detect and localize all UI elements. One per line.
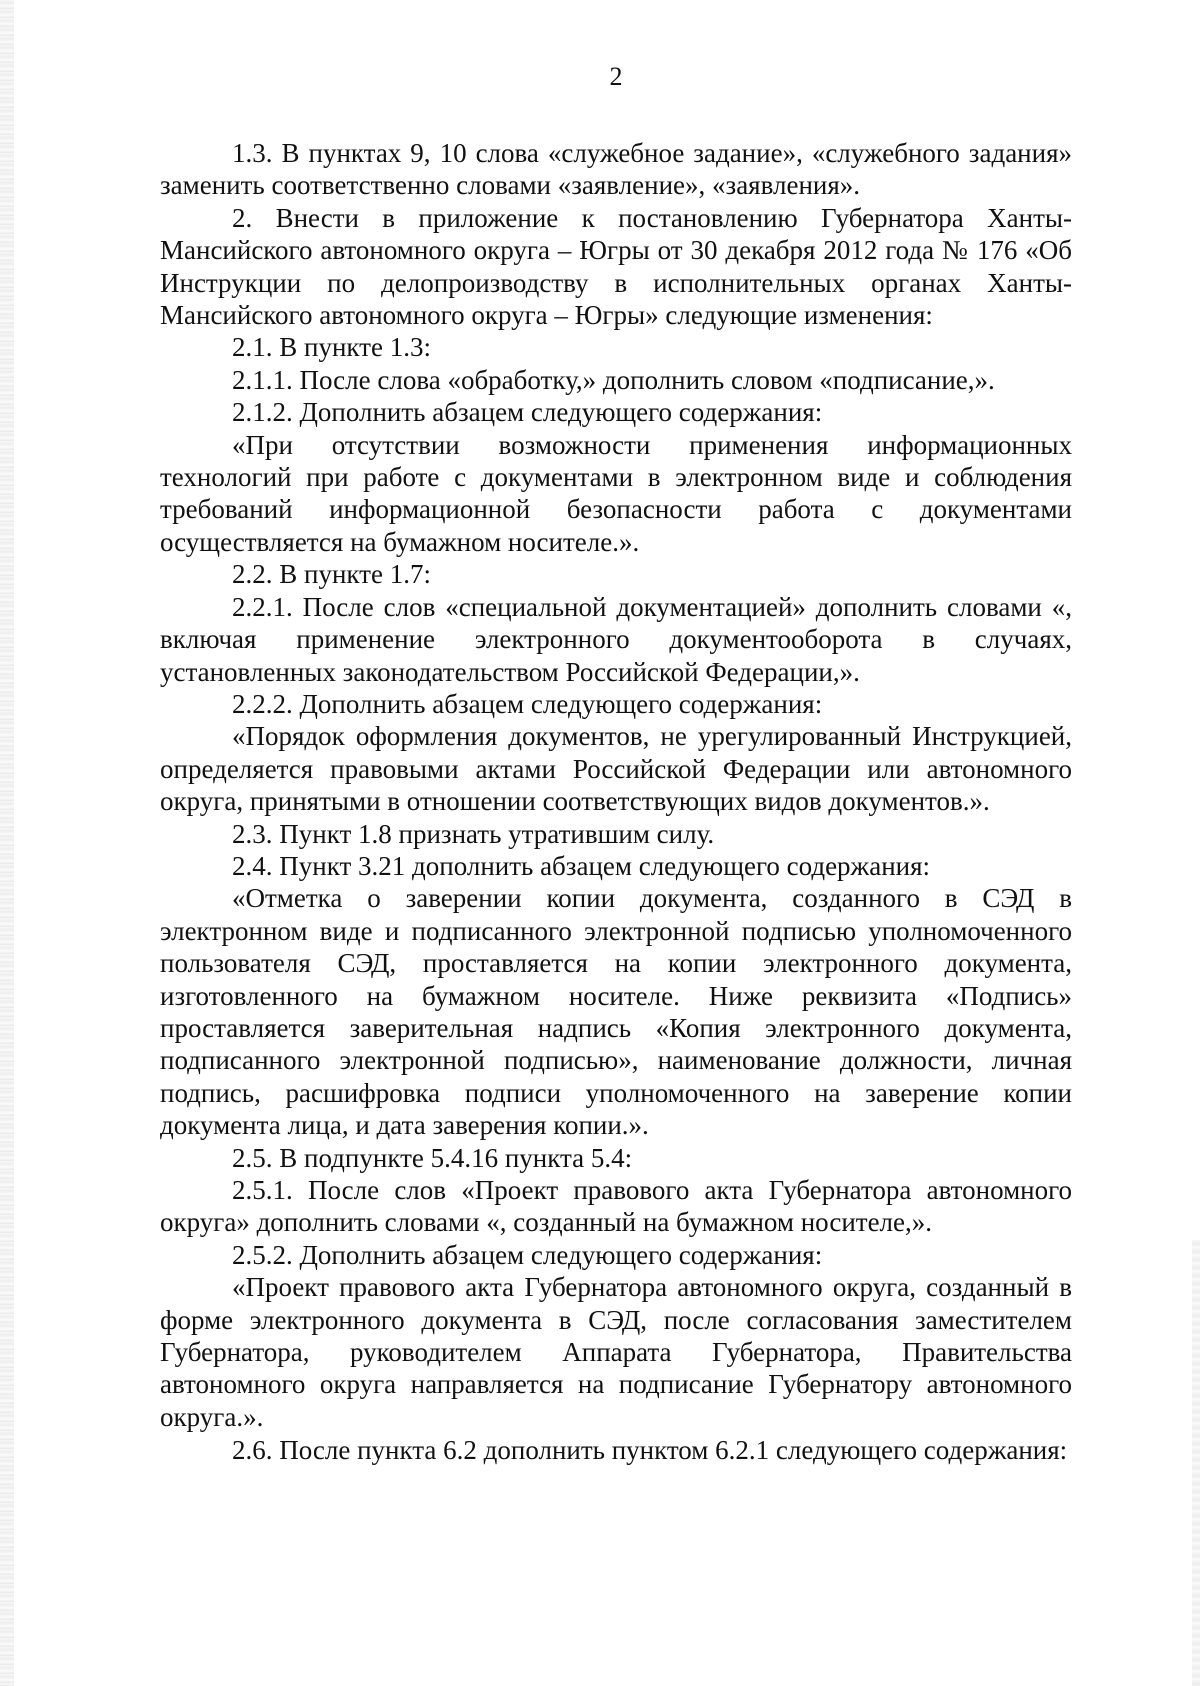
document-body (160, 137, 1072, 1467)
quote-paragraph-2-1-2: «При отсутствии возможности применения информационных технологий при работе с документами в электронном виде и соблюдения требований информационной безопасности работа с документами осуществляется на бумажном носителе.». (160, 429, 1072, 557)
paragraph-2-5-1: 2.5.1. После слов «Проект правового акта Губернатора автономного округа» дополнить словами «, созданный на бумажном носителе,». (160, 1175, 1072, 1238)
paragraph-2-5: 2.5. В подпункте 5.4.16 пункта 5.4: (232, 1142, 633, 1173)
paragraph-2-3: 2.3. Пункт 1.8 признать утратившим силу. (232, 818, 715, 849)
paragraph-2-2-2: 2.2.2. Дополнить абзацем следующего содержания: (232, 688, 823, 719)
scan-edge-right (1192, 1240, 1200, 1686)
paragraph-2-2: 2.2. В пункте 1.7: (232, 559, 431, 590)
paragraph-2-1-2: 2.1.2. Дополнить абзацем следующего содержания: (232, 397, 823, 428)
quote-paragraph-2-5-2: «Проект правового акта Губернатора автономного округа, созданный в форме электронного документа в СЭД, после согласования заместителем Губернатора, руководителем Аппарата Губернатора, Правительства автономного округа направляется на подписание Губернатору автономного округа.». (160, 1272, 1072, 1432)
paragraph-2-4: 2.4. Пункт 3.21 дополнить абзацем следующего содержания: (232, 850, 931, 881)
paragraph-2: 2. Внести в приложение к постановлению Губернатора Ханты-Мансийского автономного округа – Югры от 30 декабря 2012 года № 176 «Об Инструкции по делопроизводству в исполнительных органах Ханты-Мансийского автономного округа – Югры» следующие изменения: (160, 202, 1072, 331)
paragraph-2-1: 2.1. В пункте 1.3: (232, 332, 431, 363)
page-number: 2 (609, 62, 623, 91)
scan-edge-left (0, 0, 14, 1686)
quote-paragraph-2-2-2: «Порядок оформления документов, не урегулированный Инструкцией, определяется правовыми актами Российской Федерации или автономного округа, принятыми в отношении соответствующих видов документов.». (160, 721, 1072, 817)
paragraph-1-3: 1.3. В пунктах 9, 10 слова «служебное задание», «служебного задания» заменить соответственно словами «заявление», «заявления». (160, 138, 1072, 201)
paragraph-2-1-1: 2.1.1. После слова «обработку,» дополнить словом «подписание,». (232, 364, 995, 395)
quote-paragraph-2-4: «Отметка о заверении копии документа, созданного в СЭД в электронном виде и подписанного электронной подписью уполномоченного пользователя СЭД, проставляется на копии электронного документа, изготовленного на бумажном носителе. Ниже реквизита «Подпись» проставляется заверительная надпись «Копия электронного документа, подписанного электронной подписью», наименование должности, личная подпись, расшифровка подписи уполномоченного на заверение копии документа лица, и дата заверения копии.». (160, 883, 1072, 1141)
paragraph-2-5-2: 2.5.2. Дополнить абзацем следующего содержания: (232, 1239, 823, 1270)
paragraph-2-2-1: 2.2.1. После слов «специальной документацией» дополнить словами «, включая применение электронного документооборота в случаях, установленных законодательством Российской Федерации,». (160, 591, 1072, 687)
paragraph-2-6: 2.6. После пункта 6.2 дополнить пунктом 6.2.1 следующего содержания: (232, 1435, 1068, 1466)
